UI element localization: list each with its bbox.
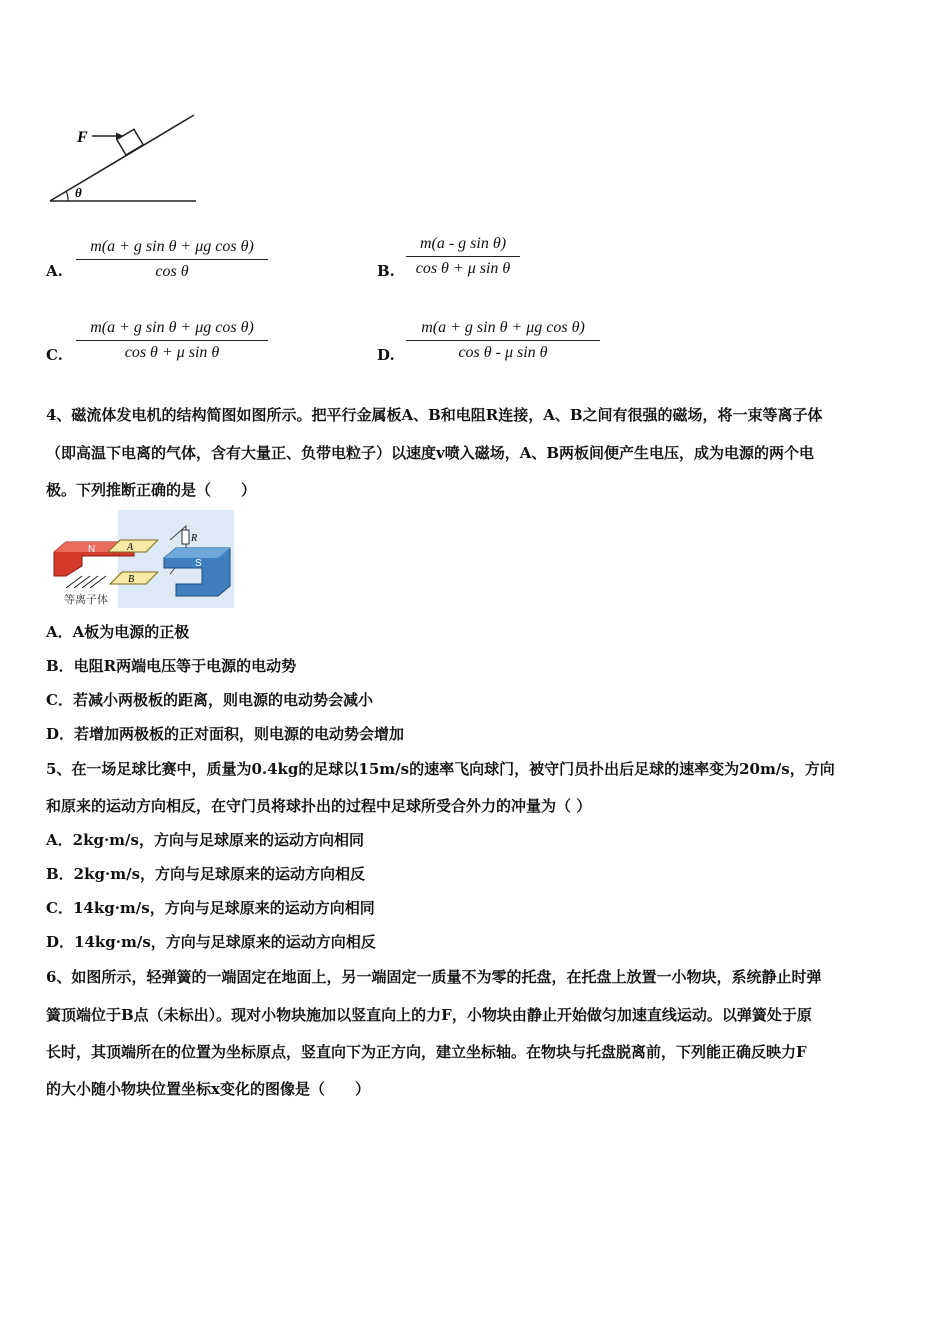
mhd-generator-figure [52, 510, 234, 608]
plate-b-label: B [128, 574, 135, 585]
q3-option-b-numerator: m(a - g sin θ) [406, 235, 520, 257]
q3-option-a-formula [76, 238, 268, 281]
q5-stem-line-2: 和原来的运动方向相反，在守门员将球扑出的过程中足球所受合外力的冲量为（ ） [46, 797, 592, 815]
q3-option-d-denominator: cos θ - μ sin θ [458, 344, 548, 361]
plasma-arrows [66, 576, 106, 588]
q3-option-a-label: A. [46, 262, 63, 280]
q6-stem-line-4: 的大小随小物块位置坐标x变化的图像是（ ） [46, 1080, 370, 1098]
incline-line [50, 115, 194, 201]
force-label: F [77, 129, 88, 146]
q3-option-a-denominator: cos θ [155, 263, 189, 280]
resistor-label: R [191, 533, 198, 544]
q5-option-d: D．14kg·m/s，方向与足球原来的运动方向相反 [46, 933, 376, 951]
q3-option-b-label: B. [377, 262, 395, 280]
q3-option-c-numerator: m(a + g sin θ + μg cos θ) [76, 319, 268, 341]
plate-a-label: A [127, 542, 134, 553]
q4-option-b: B．电阻R两端电压等于电源的电动势 [46, 657, 297, 675]
q3-option-d-label: D. [377, 346, 395, 364]
q3-option-a-numerator: m(a + g sin θ + μg cos θ) [76, 238, 268, 260]
incline-figure [44, 108, 204, 208]
q3-option-d-numerator: m(a + g sin θ + μg cos θ) [406, 319, 600, 341]
q4-stem-line-1: 4、磁流体发电机的结构简图如图所示。把平行金属板A、B和电阻R连接，A、B之间有很强的磁场，将一束等离子体 [46, 406, 823, 424]
plasma-caption: 等离子体 [64, 593, 108, 606]
q3-option-b-formula [406, 235, 520, 278]
q3-option-c-denominator: cos θ + μ sin θ [124, 344, 220, 361]
angle-label: θ [75, 185, 82, 200]
q3-option-c-label: C. [46, 346, 63, 364]
q6-stem-line-3: 长时，其顶端所在的位置为坐标原点，竖直向下为正方向，建立坐标轴。在物块与托盘脱离前，下列能正确反映力F [46, 1043, 807, 1061]
q4-stem-line-2: （即高温下电离的气体，含有大量正、负带电粒子）以速度v喷入磁场，A、B两板间便产生电压，成为电源的两个电 [46, 444, 815, 462]
q6-stem-line-2: 簧顶端位于B点（未标出）。现对小物块施加以竖直向上的力F，小物块由静止开始做匀加速直线运动。以弹簧处于原 [46, 1006, 812, 1024]
q6-stem-line-1: 6、如图所示，轻弹簧的一端固定在地面上，另一端固定一质量不为零的托盘，在托盘上放置一小物块，系统静止时弹 [46, 968, 822, 986]
q3-option-d-formula [406, 319, 600, 362]
q4-option-d: D．若增加两极板的正对面积，则电源的电动势会增加 [46, 725, 405, 743]
block [117, 129, 143, 155]
q5-option-a: A．2kg·m/s，方向与足球原来的运动方向相同 [46, 831, 364, 849]
q4-option-c: C．若减小两极板的距离，则电源的电动势会减小 [46, 691, 373, 709]
q5-stem-line-1: 5、在一场足球比赛中，质量为0.4kg的足球以15m/s的速率飞向球门，被守门员扑出后足球的速率变为20m/s，方向 [46, 760, 835, 778]
resistor [182, 530, 189, 544]
magnet-s-label: S [195, 558, 202, 569]
q4-option-a: A．A板为电源的正极 [46, 623, 190, 641]
q3-option-c-formula [76, 319, 268, 362]
magnet-n-label: N [88, 544, 96, 555]
q5-option-b: B．2kg·m/s，方向与足球原来的运动方向相反 [46, 865, 366, 883]
q3-option-b-denominator: cos θ + μ sin θ [415, 260, 511, 277]
angle-arc [66, 191, 68, 201]
q5-option-c: C．14kg·m/s，方向与足球原来的运动方向相同 [46, 899, 375, 917]
q4-stem-line-3: 极。下列推断正确的是（ ） [46, 481, 257, 499]
